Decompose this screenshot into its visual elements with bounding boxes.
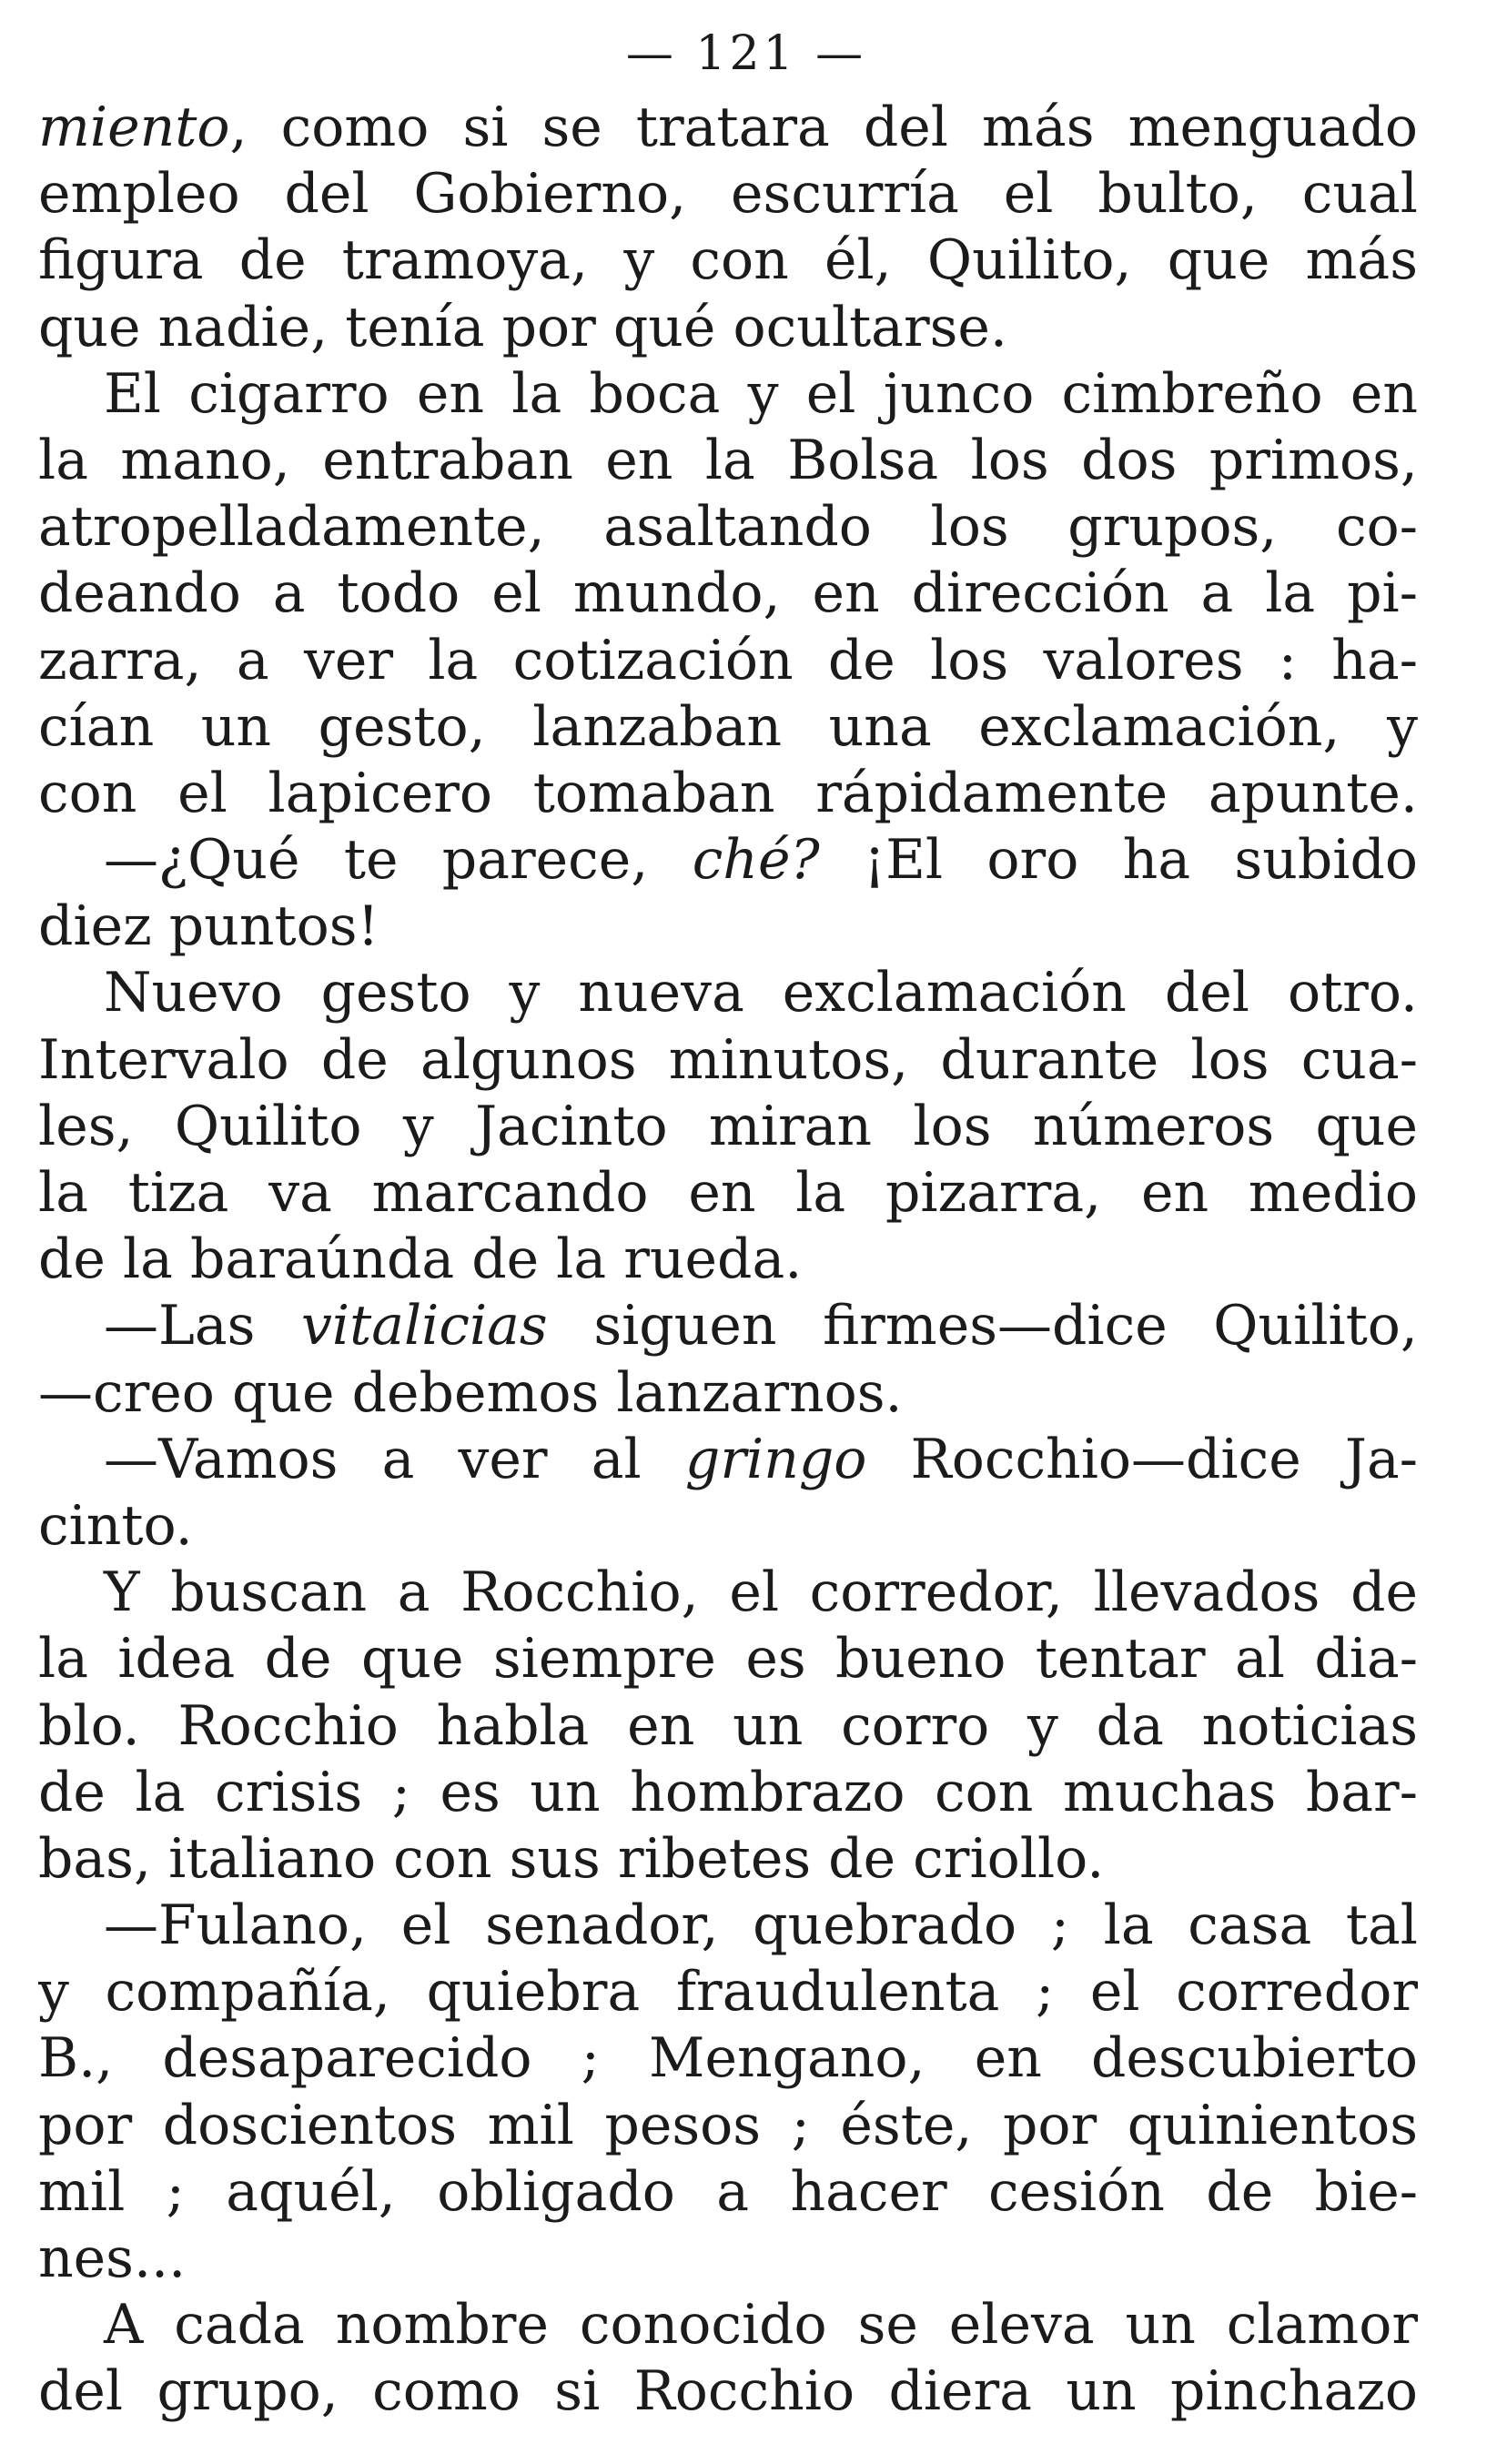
text-span: deando a todo el mundo, en dirección a la pi- (38, 561, 1418, 626)
text-line (38, 1360, 1418, 1427)
text-span: Rocchio—dice Ja- (866, 1427, 1418, 1491)
body-text (38, 95, 1418, 2426)
text-span: ché? (692, 828, 820, 893)
text-line (38, 2358, 1418, 2425)
text-line (38, 361, 1418, 428)
text-line (38, 1493, 1418, 1560)
text-span: —Fulano, el senador, quebrado ; la casa tal (104, 1893, 1418, 1958)
text-span: —creo que debemos lanzarnos. (38, 1360, 903, 1425)
text-line (38, 1893, 1418, 1959)
text-line (38, 1760, 1418, 1826)
text-span: nes... (38, 2227, 187, 2290)
text-span: diez puntos! (38, 894, 379, 959)
text-span: blo. Rocchio habla en un corro y da noticias (38, 1693, 1418, 1758)
text-line (38, 894, 1418, 960)
text-line (38, 560, 1418, 627)
text-line (38, 694, 1418, 761)
text-span: les, Quilito y Jacinto miran los números que (38, 1094, 1418, 1158)
text-span: por doscientos mil pesos ; éste, por quinientos (38, 2093, 1418, 2157)
text-line (38, 1227, 1418, 1293)
text-line (38, 2226, 1418, 2292)
text-span: Y buscan a Rocchio, el corredor, llevados de (104, 1560, 1418, 1625)
text-span: Intervalo de algunos minutos, durante los cua- (38, 1027, 1418, 1092)
text-line (38, 494, 1418, 560)
text-line (38, 2093, 1418, 2159)
text-span: —¿Qué te parece, (104, 828, 693, 893)
text-span: la mano, entraban en la Bolsa los dos primos, (38, 428, 1418, 492)
text-line (38, 1693, 1418, 1760)
text-span: Nuevo gesto y nueva exclamación del otro. (104, 961, 1418, 1025)
text-line (38, 2159, 1418, 2226)
text-line (38, 2292, 1418, 2358)
text-line (38, 95, 1418, 161)
text-span: del grupo, como si Rocchio diera un pinchazo (38, 2359, 1418, 2424)
text-span: la idea de que siempre es bueno tentar al dia- (38, 1627, 1418, 1691)
text-line (38, 295, 1418, 361)
text-line (38, 161, 1418, 227)
text-line (38, 1560, 1418, 1626)
text-span: atropelladamente, asaltando los grupos, co- (38, 495, 1418, 560)
text-line (38, 1094, 1418, 1160)
page-number-header: — 121 — (625, 26, 867, 81)
text-line (38, 628, 1418, 694)
text-span: vitalicias (301, 1294, 548, 1358)
text-span: de la crisis ; es un hombrazo con muchas bar- (38, 1760, 1418, 1824)
text-span: empleo del Gobierno, escurría el bulto, cual (38, 162, 1418, 227)
text-line (38, 1293, 1418, 1359)
text-span: cinto. (38, 1493, 193, 1558)
text-span: siguen firmes—dice Quilito, (547, 1294, 1418, 1358)
text-line (38, 1427, 1418, 1493)
text-span: y compañía, quiebra fraudulenta ; el corredor (38, 1960, 1418, 2025)
text-span: de la baraúnda de la rueda. (38, 1227, 803, 1292)
text-span: la tiza va marcando en la pizarra, en medio (38, 1161, 1418, 1225)
text-span: zarra, a ver la cotización de los valores : ha- (38, 628, 1418, 692)
text-span: El cigarro en la boca y el junco cimbreño en (104, 361, 1418, 426)
text-span: con el lapicero tomaban rápidamente apunte. (38, 761, 1418, 825)
text-line (38, 1959, 1418, 2025)
text-line (38, 1160, 1418, 1227)
text-line (38, 761, 1418, 827)
text-line (38, 227, 1418, 294)
text-span: que nadie, tenía por qué ocultarse. (38, 295, 1007, 359)
text-span: figura de tramoya, y con él, Quilito, que más (38, 228, 1418, 293)
text-span: cían un gesto, lanzaban una exclamación, y (38, 694, 1418, 759)
text-line (38, 428, 1418, 494)
text-line (38, 1826, 1418, 1893)
text-span: mil ; aquél, obligado a hacer cesión de bie- (38, 2159, 1418, 2224)
text-span: miento (38, 96, 230, 159)
text-line (38, 1027, 1418, 1094)
text-span: —Vamos a ver al (104, 1427, 685, 1491)
book-page (38, 13, 1418, 2426)
text-span: gringo (684, 1427, 867, 1491)
text-line (38, 827, 1418, 894)
text-line (38, 960, 1418, 1026)
text-span: ¡El oro ha subido (819, 828, 1418, 893)
text-span: A cada nombre conocido se eleva un clamor (104, 2293, 1418, 2358)
text-span: B., desaparecido ; Mengano, en descubierto (38, 2026, 1418, 2091)
text-span: bas, italiano con sus ribetes de criollo. (38, 1826, 1105, 1891)
text-span: —Las (104, 1294, 302, 1358)
text-span: , como si se tratara del más menguado (229, 96, 1418, 159)
text-line (38, 1626, 1418, 1692)
text-line (38, 2025, 1418, 2092)
